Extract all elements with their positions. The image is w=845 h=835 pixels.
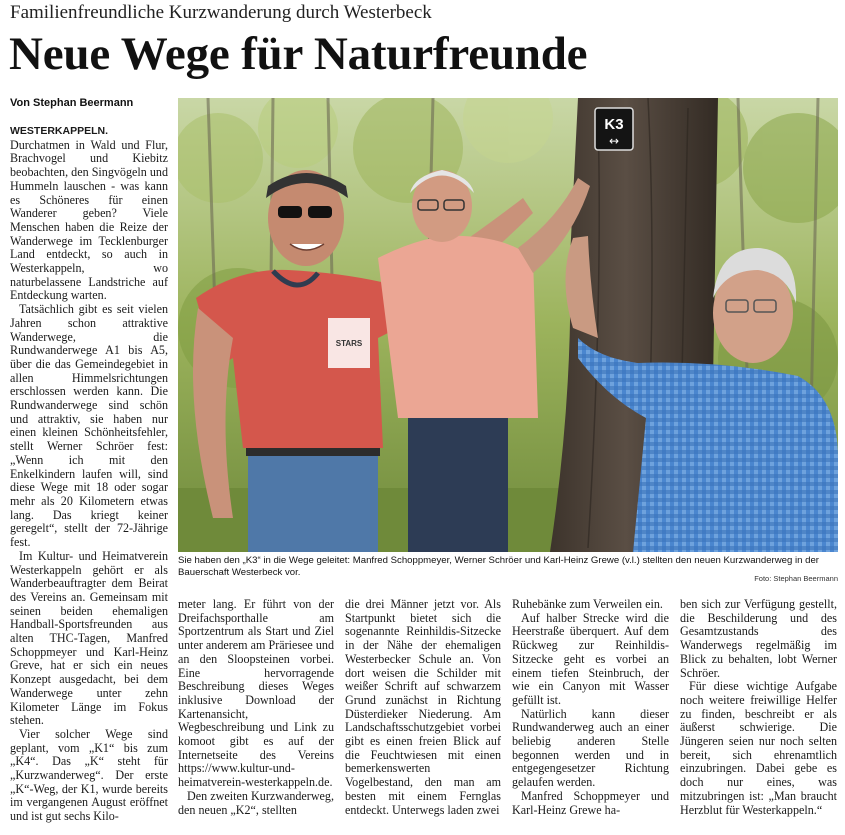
paragraph: die drei Männer jetzt vor. Als Startpunkt bietet sich die sogenannte Reinhildis-Sitzecke in der Nähe der ehemaligen Westerbecker Schule an. Von dort weisen die Schilder mit weißer Schrift auf schwarzem Grund zunächst in Richtung Düsterdieker Niederung. Am Landschaftsschutzgebiet vorbei gibt es einen freien Blick auf die Feuchtwiesen mit einen bemerkenswerten Vogelbestand, den man am besten mit einem Fernglas entdeckt. Unterwegs laden zwei xyxy=(345,597,501,817)
headline: Neue Wege für Naturfreunde xyxy=(9,28,588,80)
article-photo xyxy=(178,98,838,552)
shirt-print: STARS xyxy=(335,339,363,348)
paragraph: Natürlich kann dieser Rundwanderweg auch an einer beliebig anderen Stelle begonnen werden und in entgegengesetzer Richtung gelaufen werden. xyxy=(512,706,669,790)
paragraph: Auf halber Strecke wird die Heerstraße überquert. Auf dem Rückweg zur Reinhildis-Sitzecke geht es vorbei an einem tiefen Steinbruch, der wie ein Canyon mit Wasser gefüllt ist. xyxy=(512,610,669,707)
paragraph: Manfred Schoppmeyer und Karl-Heinz Grewe ha- xyxy=(512,788,669,817)
paragraph: Für diese wichtige Aufgabe noch weitere freiwillige Helfer zu finden, beschreibt er als äußerst schwierige. Die Jüngeren seien nur noch selten bereit, sich ehrenamtlich einzubringen. Dabei gebe es doch nur eines, was mitzubringen ist: „Man braucht Herzblut für Westerkappeln.“ xyxy=(680,679,837,817)
photo-caption: Sie haben den „K3“ in die Wege geleitet: Manfred Schoppmeyer, Werner Schröer und Karl-Heinz Grewe (v.l.) stellten den neuen Kurzwanderweg in der Bauerschaft Westerbeck vor. xyxy=(178,555,819,578)
kicker: Familienfreundliche Kurzwanderung durch Westerbeck xyxy=(10,2,432,23)
paragraph: Tatsächlich gibt es seit vielen Jahren schon attraktive Wanderwege, die Rundwanderwege A1 bis A5, über die das Gemeindegebiet in allen Himmelsrichtungen erschlossen werden kann. Die Rundwanderwege sind schön und attraktiv, sie haben nur einen kleinen Schönheitsfehler, stellt Werner Schröer fest: „Wenn ich mit den Enkelkindern laufen will, sind diese Wege mit 18 oder sogar mehr als 20 Kilometern etwas lang. Das kriegt keiner geregelt“, stellt der 72-Jährige fest. xyxy=(10,302,168,550)
paragraph: Den zweiten Kurzwanderweg, den neuen „K2“, stellten xyxy=(178,788,334,817)
trail-sign-label: K3 xyxy=(604,116,624,133)
dateline: WESTERKAPPELN. xyxy=(10,125,109,137)
paragraph: Durchatmen in Wald und Flur, Brachvogel und Kiebitz beobachten, den Singvögeln und Hummeln lauschen - was kann es Schöneres für einen Wanderer geben? Viele Menschen haben die Reize der Wanderwege im Tecklenburger Land entdeckt, so auch in Westerkappeln, wo naturbelassene Landstriche auf Entdeckung warten. xyxy=(10,137,168,303)
paragraph: Ruhebänke zum Verweilen ein. xyxy=(512,597,663,611)
paragraph: meter lang. Er führt von der Dreifachsporthalle am Sportzentrum als Start und Ziel unter anderem am Präriesee und an den Sloopsteinen vorbei. Eine hervorragende Beschreibung dieses Weges inklusive Download der Kartenansicht, Wegbeschreibung und Link zu komoot gibt es auf der Internetseite des Vereins https://www.kultur-und-heimatverein-westerkappeln.de. xyxy=(178,597,334,790)
article-column-4 xyxy=(512,598,669,817)
article-column-3 xyxy=(345,598,501,817)
byline: Von Stephan Beermann xyxy=(10,97,134,109)
paragraph: Vier solcher Wege sind geplant, vom „K1“ bis zum „K4“. Das „K“ steht für „Kurzwanderweg“. Der erste „K“-Weg, der K1, wurde bereits im vergangenen August eröffnet und ist gut sechs Kilo- xyxy=(10,726,168,824)
paragraph: Im Kultur- und Heimatverein Westerkappeln gehört er als Wanderbeauftragter dem Beirat des Vereins an. Gemeinsam mit seinen beiden ehemaligen Handball-Sportsfreunden aus alten THC-Tagen, Manfred Schoppmeyer und Karl-Heinz Greve, hat er sich ein neues Konzept ausgedacht, bei dem Wanderwege unter zehn Kilometer Länge im Fokus stehen. xyxy=(10,548,168,728)
article-column-1 xyxy=(10,124,168,824)
article-column-2 xyxy=(178,598,334,817)
article-column-5 xyxy=(680,598,837,817)
trail-sign-arrow: ↔ xyxy=(608,134,620,148)
paragraph: ben sich zur Verfügung gestellt, die Beschilderung und des Gesamtzustands des Wanderwegs regelmäßig im Blick zu behalten, lobt Werner Schröer. xyxy=(680,597,837,680)
photo-credit: Foto: Stephan Beermann xyxy=(754,574,838,583)
